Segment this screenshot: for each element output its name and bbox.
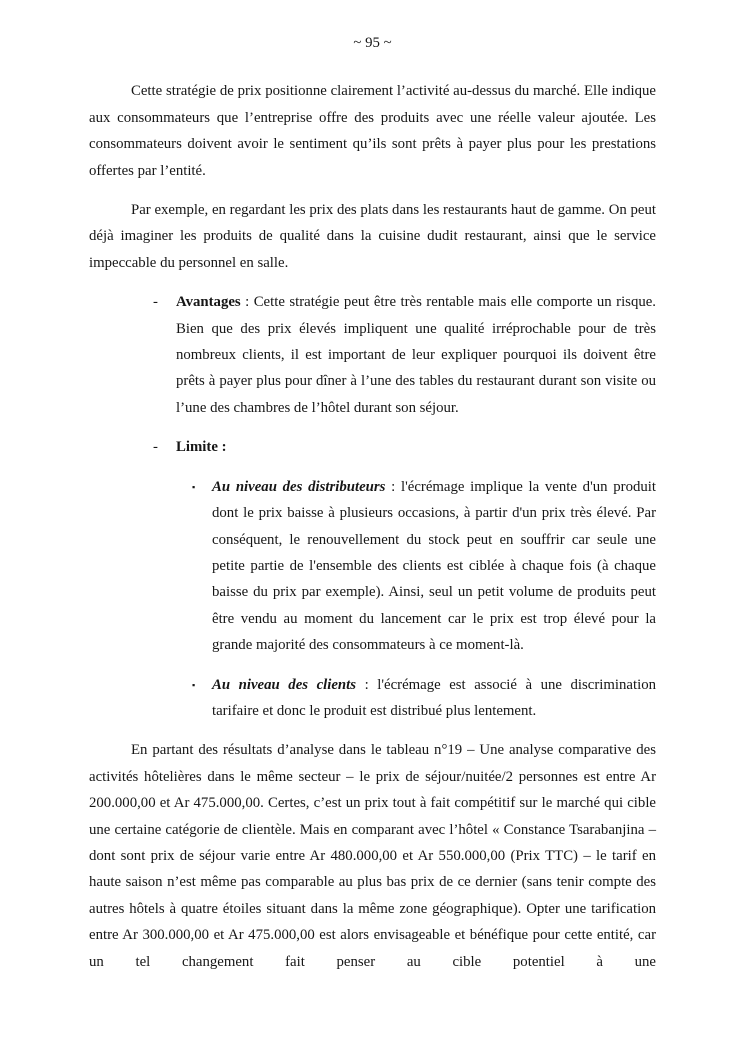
square-bullet: ▪ bbox=[192, 679, 196, 690]
paragraph-restaurant-example: Par exemple, en regardant les prix des plats dans les restaurants haut de gamme. On peut déjà imaginer les produits de qualité dans la cuisine dudit restaurant, ainsi que le service impeccable du personnel en salle. bbox=[89, 202, 656, 271]
clients-label: Au niveau des clients bbox=[212, 676, 357, 693]
avantages-separator: : bbox=[240, 294, 254, 311]
square-bullet: ▪ bbox=[192, 481, 196, 492]
paragraph-price-analysis: En partant des résultats d’analyse dans le tableau n°19 – Une analyse comparative des activités hôtelières dans le même secteur – le prix de séjour/nuitée/2 personnes est entre Ar 200.000,00 et Ar 475.000,00. Certes, c’est un prix tout à fait compétitif sur le marché qui cible une certaine catégorie de clientèle. Mais en comparant avec l’hôtel « Constance Tsarabanjina – dont sont prix de séjour varie entre Ar 480.000,00 et Ar 550.000,00 (Prix TTC) – le tarif en haute saison n’est même pas comparable au plus bas prix de ce dernier (sans tenir compte des autres hôtels à quatre étoiles situant dans la même zone géographique). Opter une tarification entre Ar 300.000,00 et Ar 475.000,00 est alors envisageable et bénéfique pour cette entité, car un tel changement fait penser au cible potentiel à une bbox=[89, 742, 656, 970]
list-item-avantages bbox=[89, 289, 656, 421]
dash-bullet: - bbox=[153, 439, 158, 456]
dash-bullet: - bbox=[153, 294, 158, 311]
clients-text: : l'écrémage est associé à une discrimination tarifaire et donc le produit est distribué plus lentement. bbox=[212, 676, 656, 719]
clients-paragraph bbox=[212, 672, 656, 725]
avantages-text: Cette stratégie peut être très rentable mais elle comporte un risque. Bien que des prix élevés impliquent une qualité irréprochable pour de très nombreux clients, il est important de leur expliquer pourquoi ils doivent être prêts à payer plus pour dîner à l’une des tables du restaurant durant son visite ou l’une des chambres de l’hôtel durant son séjour. bbox=[176, 294, 657, 416]
limite-paragraph bbox=[176, 434, 656, 460]
distributeurs-paragraph bbox=[212, 474, 656, 659]
list-item-limite bbox=[89, 434, 656, 460]
avantages-label: Avantages bbox=[176, 294, 241, 311]
distributeurs-text: : l'écrémage implique la vente d'un produit dont le prix baisse à plusieurs occasions, à partir d'un prix très élevé. Par conséquent, le renouvellement du stock peut en souffrir car seule une petite partie de l'ensemble des clients est ciblée à chaque fois (à chaque baisse du prix par exemple). Ainsi, seul un petit volume de produits peut être vendu au moment du lancement car le prix est trop élevé pour la grande majorité des consommateurs à ce moment-là. bbox=[212, 478, 657, 654]
avantages-paragraph bbox=[176, 289, 656, 421]
limite-label: Limite : bbox=[176, 439, 227, 456]
distributeurs-label: Au niveau des distributeurs bbox=[212, 478, 386, 495]
list-item-clients bbox=[89, 672, 656, 725]
list-item-distributeurs bbox=[89, 474, 656, 659]
page-number: ~ 95 ~ bbox=[353, 35, 392, 51]
paragraph-strategy-positioning: Cette stratégie de prix positionne clairement l’activité au-dessus du marché. Elle indique aux consommateurs que l’entreprise offre des produits avec une réelle valeur ajoutée. Les consommateurs doivent avoir le sentiment qu’ils sont prêts à payer plus pour les prestations offertes par l’entité. bbox=[89, 83, 656, 179]
